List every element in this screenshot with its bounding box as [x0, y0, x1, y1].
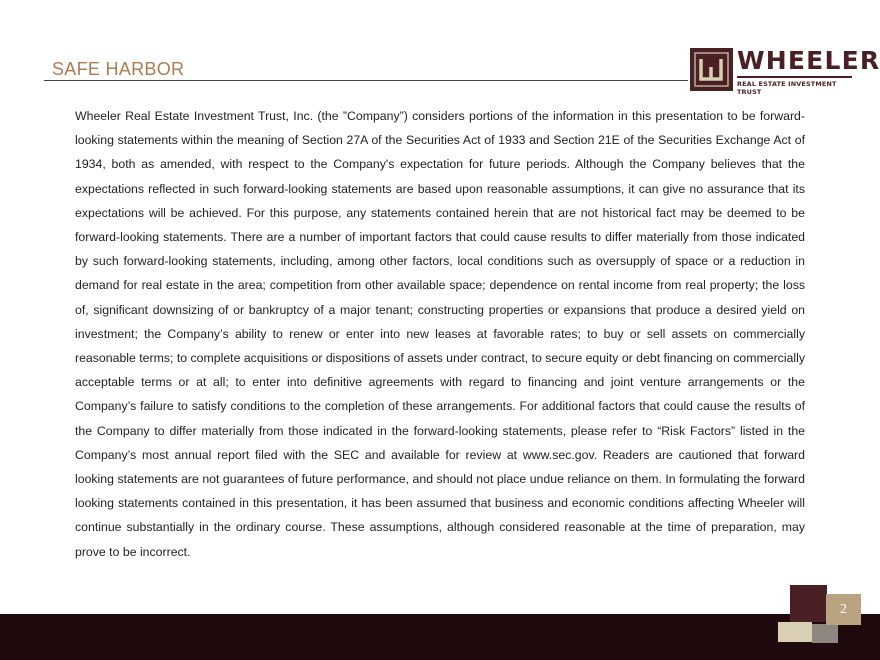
footer-bar	[0, 614, 880, 660]
decor-square-gray	[812, 624, 838, 643]
wheeler-w-mark-icon	[690, 48, 733, 91]
title-divider	[44, 80, 688, 81]
logo-tagline: REAL ESTATE INVESTMENT TRUST	[737, 80, 837, 96]
decor-square-dark	[790, 585, 827, 622]
wheeler-logo	[690, 46, 880, 96]
page-title: SAFE HARBOR	[52, 59, 185, 79]
page-number: 2	[826, 594, 861, 625]
decor-square-light	[778, 622, 812, 642]
logo-underline	[737, 76, 852, 78]
logo-wordmark: WHEELER	[737, 46, 880, 75]
safe-harbor-statement: Wheeler Real Estate Investment Trust, Inc. (the ”Company”) considers portions of the information in this presentation to be forward-looking statements within the meaning of Section 27A of the Securities Act of 1933 and Section 21E of the Securities Exchange Act of 1934, both as amended, with respect to the Company's expectation for future periods. Although the Company believes that the expectations reflected in such forward-looking statements are based upon reasonable assumptions, it can give no assurance that its expectations will be achieved. For this purpose, any statements contained herein that are not historical fact may be deemed to be forward-looking statements. There are a number of important factors that could cause results to differ materially from those indicated by such forward-looking statements, including, among other factors, local conditions such as oversupply of space or a reduction in demand for real estate in the area; competition from other available space; dependence on rental income from real property; the loss of, significant downsizing of or bankruptcy of a major tenant; constructing properties or expansions that produce a desired yield on investment; the Company’s ability to renew or enter into new leases at favorable rates; to buy or sell assets on commercially reasonable terms; to complete acquisitions or dispositions of assets under contract, to secure equity or debt financing on commercially acceptable terms or at all; to enter into definitive agreements with regard to financing and joint venture arrangements or the Company’s failure to satisfy conditions to the completion of these arrangements. For additional factors that could cause the results of the Company to differ materially from those indicated in the forward-looking statements, please refer to “Risk Factors” listed in the Company’s most annual report filed with the SEC and available for review at www.sec.gov. Readers are cautioned that forward looking statements are not guarantees of future performance, and should not place undue reliance on them. In formulating the forward looking statements contained in this presentation, it has been assumed that business and economic conditions affecting Wheeler will continue substantially in the ordinary course. These assumptions, although considered reasonable at the time of preparation, may prove to be incorrect.	[75, 109, 805, 559]
